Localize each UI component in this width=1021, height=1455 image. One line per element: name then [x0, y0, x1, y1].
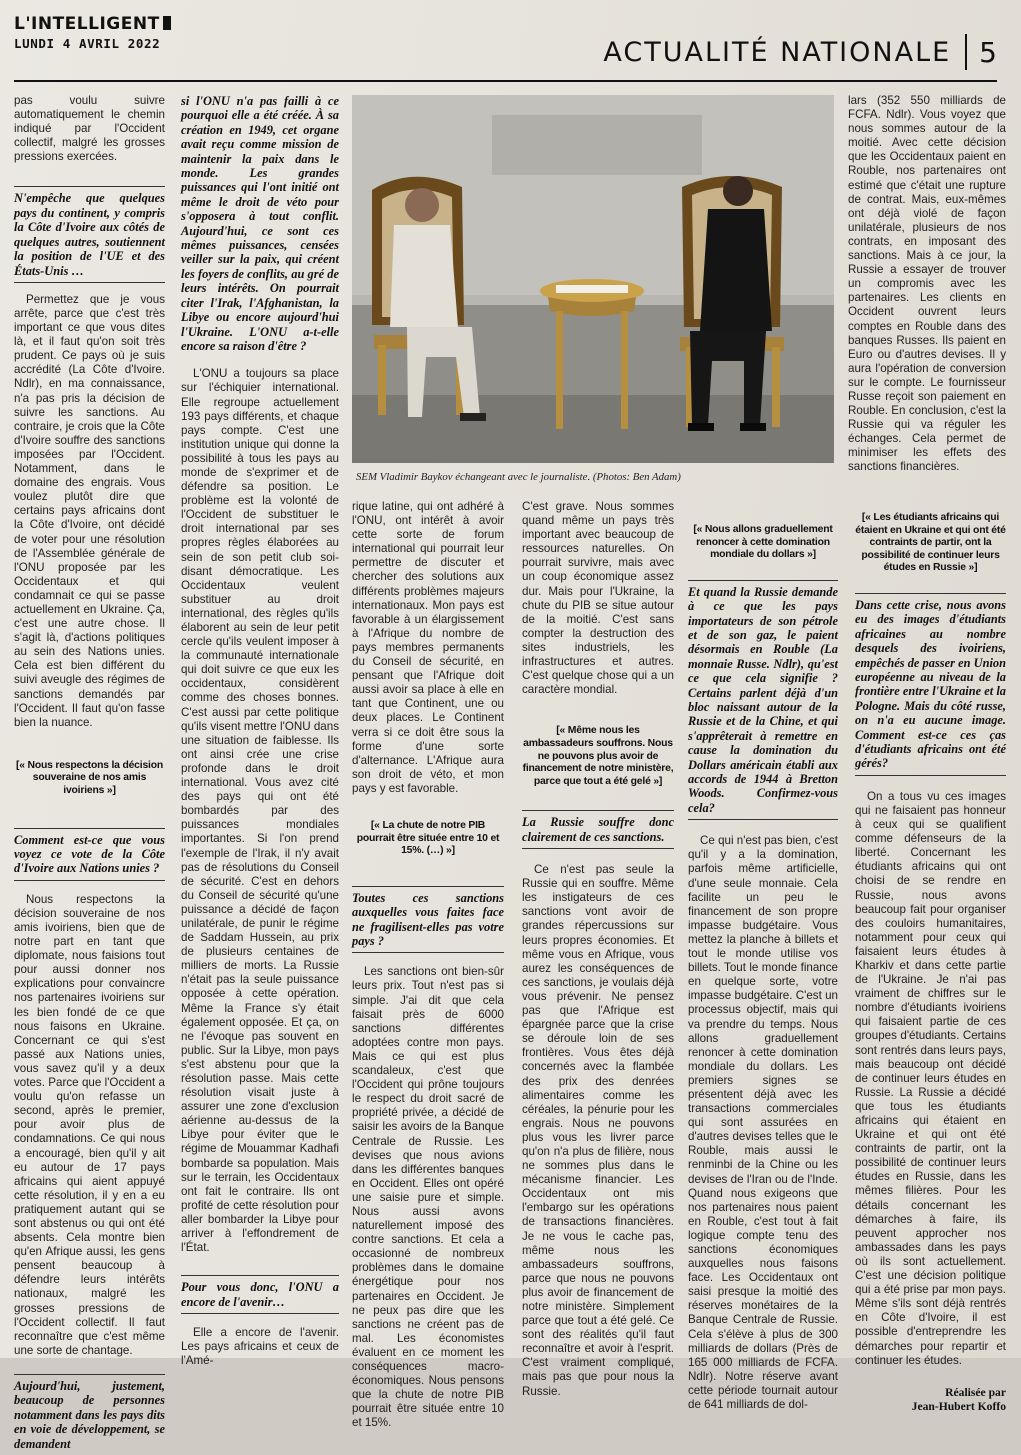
- column-1: [14, 94, 165, 1455]
- byline-label: Réalisée par: [945, 1385, 1006, 1399]
- interview-photo: [352, 95, 834, 463]
- paragraph: Ce n'est pas seule la Russie qui en souffre. Même les instigateurs de ces sanctions vont avoir de grandes répercussions sur leurs propres économies. Et même vous en Afrique, vous aurez les conséquences de ces sanctions, je voulais déjà vous prévenir. Ne pensez pas que l'Afrique est épargnée parce que la crise se déroule loin de ses frontières. Vous êtes déjà concernés avec la flambée des prix des denrées alimentaires comme les céréales, la pénurie pour les engrais. Nous ne pouvons plus vous les livrer parce qu'on n'a plus de filière, nous ne sommes plus dans le mécanisme financier. Les Occidentaux ont mis l'embargo sur les opérations de transactions financières. Je ne vous le cache pas, même nous les ambassadeurs souffrons, parce que nous ne pouvons plus avoir de financement de notre ministère. Simplement parce que tout a été gelé. Ce sont des réalités qu'il faut reconnaître et avoir à l'esprit. C'est vraiment compliqué, mais pas que pour nous la Russie.: [522, 863, 674, 1398]
- paragraph: Nous respectons la décision souveraine de nos amis ivoiriens, bien que de notre part en tant que diplomate, nous faisions tout pour aussi donner nos explications pour convaincre nos partenaires ivoiriens sur les bien fondé de ce que nous faisons en Ukraine. Concernant ce qui s'est passé aux Nations unies, vous savez qu'il y a deux votes. Parce que l'Occident a voulu qu'on refasse un second, après le premier, pour avoir plus de condamnations. Ce qui nous a encouragé, bien qu'il y ait eu autour de 17 pays africains qui aient appuyé cette résolution, il y en a eu pratiquement autant qui se sont abstenus ou qui ont été absents. Cela montre bien qu'en Afrique aussi, les gens pensent beaucoup à défendre leurs intérêts nationaux, malgré les grosses pressions de l'Occident collectif. Il faut reconnaître que c'est même une sorte de chantage.: [14, 892, 165, 1357]
- question-box: [181, 1275, 339, 1314]
- paragraph: L'ONU a toujours sa place sur l'échiquier international. Elle regroupe actuellement 193 pays différents, et chaque pays compte. C'est une institution unique qui donne la possibilité à tous les pays au monde de s'exprimer et de défendre sa position. Le problème est la volonté de l'Occident de substituer le droit international par ses propres règles élaborées au sein de son petit club soi-disant démocratique. Les Occidentaux veulent substituer au droit international, des règles qu'ils élaborent au sein de leur petit cercle qu'ils veulent imposer à la communauté internationale qui doit suivre ce que eux les occidentaux, considèrent comme des choses bonnes. C'est aussi par cette politique qu'ils visent mettre l'ONU dans une situation de faiblesse. Ils ont ainsi crée une crise profonde dans le droit international. Vous avez cité des pays qui ont été bombardés par des puissances mondiales importantes. Si l'on prend l'exemple de l'Irak, il n'y avait pas de résolutions du Conseil de sécurité. C'est en dehors du Conseil de sécurité qu'une puissance a décidé de façon unilatérale, de punir le régime de Saddam Hussein, au prix de plusieurs centaines de milliers de morts. La Russie n'était pas la seule puissance opposée à cette opération. Même la France s'y était également opposée. Et ça, on ne l'évoque pas souvent en public. Sur la Libye, mon pays s'est abstenu pour que la résolution passe. Mais cette résolution visait juste à assurer une zone d'exclusion aérienne au-dessus de la Libye pour éviter que le régime de Mouammar Kadhafi bombarde sa population. Mais sur le terrain, les Occidentaux ont fait le contraire. Ils ont profité de cette résolution pour aller bombarder la Libye pour arriver à l'effondrement de l'État.: [181, 367, 339, 1255]
- column-4: [522, 500, 674, 1399]
- column-3: [352, 500, 504, 1430]
- paragraph: Les sanctions ont bien-sûr leurs prix. Tout n'est pas si simple. J'ai dit que cela faisait près de 6000 sanctions différentes adoptées contre mon pays. Mais ce qui est plus scandaleux, c'est que l'Occident qui prône toujours le respect du droit sacré de propriété privée, a décidé de saisir les avoirs de la Banque Centrale de Russie. Les devises que nous avions dans les différentes banques en Occident. Elles ont opéré une saisie pure et simple. Nous aussi avons naturellement imposé des contre sanctions. Et cela a occasionné de nombreux problèmes dans le domaine énergétique pour nos partenaires en Occident. Je ne peux pas dire que les sanctions ne créent pas de mal. Les économistes évaluent en ce moment les conséquences macro-économiques. Nous pensons que la chute de notre PIB pourrait être située entre 10 et 15%.: [352, 965, 504, 1430]
- interview-question: Pour vous donc, l'ONU a encore de l'avenir…: [181, 1280, 339, 1309]
- question-box: [14, 1374, 165, 1455]
- pull-quote: [« Même nous les ambassadeurs souffrons. Nous ne pouvons plus avoir de financement de notre ministère, parce que tout a été gelé »]: [522, 725, 674, 787]
- question-box: [855, 593, 1006, 776]
- section-title: ACTUALITÉ NATIONALE: [603, 36, 952, 68]
- interview-question: si l'ONU n'a pas failli à ce pourquoi elle a été créée. À sa création en 1949, cet organe avait reçu comme mission de maintenir la paix dans le monde. Les grandes puissances qui l'ont initié ont même le droit de véto pour s'opposera à tout conflit. Aujourd'hui, ce sont ces mêmes puissances, censées veiller sur la paix, qui créent les foyers de conflits, au gré de leurs intérêts. On pourrait citer l'Irak, l'Afghanistan, la Libye ou encore aujourd'hui l'Ukraine. L'ONU a-t-elle encore sa raison d'être ?: [181, 94, 339, 353]
- issue-date: LUNDI 4 AVRIL 2022: [14, 36, 161, 51]
- paragraph: On a tous vu ces images qui ne faisaient pas honneur à ceux qui se qualifient comme défenseurs de la liberté. Concernant les étudiants africains qui ont choisi de se rendre en Russie, nous avons beaucoup fait pour organiser des couloirs humanitaires, notamment pour ceux qui faisaient leurs études à Kharkiv et dans cette partie de l'Ukraine. Je n'ai pas vraiment de chiffres sur le nombre d'étudiants ivoiriens qui faisaient partie de ces groupes d'étudiants. Certains sont rentrés dans leurs pays, mais beaucoup ont décidé de continuer leurs études en Russie. La Russie a décidé que tous les étudiants africains qui étaient en Ukraine et qui ont été contraints de partir, ont la possibilité de continuer leurs études en Russie, dans les mêmes filières. Pour les détails concernant les démarches à faire, ils peuvent approcher nos ambassades dans les pays où ils sont actuellement. C'est une décision politique qui a été prise par mon pays. Même s'ils sont déjà rentrés en Côte d'Ivoire, il est possible d'entreprendre les démarches pour repartir et continuer les études.: [855, 789, 1006, 1367]
- interview-photo-illustration: [352, 95, 834, 463]
- section-header: [603, 34, 997, 70]
- interview-question: Et quand la Russie demande à ce que les pays importateurs de son pétrole et de son gaz, le paient désormais en Rouble (La monnaie Russe. Ndlr), qu'est ce que cela signifie ? Certains parlent déjà d'un bloc naissant autour de la Russie et de la Chine, et qui s'apprêterait à remettre en cause la domination du Dollars américain établi aux accords de 1944 à Bretton Woods. Confirmez-vous cela?: [688, 584, 838, 815]
- interview-question: La Russie souffre donc clairement de ces sanctions.: [522, 815, 674, 844]
- interview-question: Aujourd'hui, justement, beaucoup de personnes notamment dans les pays dits en voie de développement, se demandent: [14, 1378, 165, 1451]
- pull-quote: [« Nous allons graduellement renoncer à cette domination mondiale du dollars »]: [693, 524, 833, 561]
- column-5-top: [848, 94, 1006, 475]
- header-separator: [965, 34, 967, 70]
- newspaper-logo: L'INTELLIGENT: [14, 14, 171, 34]
- byline: [855, 1386, 1006, 1414]
- interview-question: Dans cette crise, nous avons eu des images d'étudiants africaines au nombre desquels des ivoiriens, empêchés de passer en Union européenne au niveau de la frontière entre l'Ukraine et la Pologne. Mais du côté russe, on n'a eu aucune image. Comment est-ce ces ças d'étudiants africains ont été gérés?: [855, 597, 1006, 771]
- paragraph: Elle a encore de l'avenir. Les pays africains et ceux de l'Amé-: [181, 1326, 339, 1368]
- column-5: [688, 524, 838, 1412]
- pull-quote: [« Les étudiants africains qui étaient en Ukraine et qui ont été contraints de partir, ont la possibilité de continuer leurs études en Russie »]: [855, 512, 1006, 574]
- paragraph: lars (352 550 milliards de FCFA. Ndlr). Vous voyez que nous sommes autour de la moitié. Avec cette décision que les Occidentaux paient en Rouble, nos partenaires ont estimé que c'était une rupture de contrat. Mais, eux-mêmes ont déjà violé de façon unilatérale, plusieurs de nos contrats, en imposant des sanctions. Mais à ce jour, la Russie a essayer de trouver un compromis avec les partenaires. Les clients en Occident ouvrent leurs comptes en Rouble dans des banques Russes. Ils paient en Euro ou d'autres devises. Il y aura l'opération de conversion sur le compte. Le fournisseur Russe reçoit son paiement en Rouble. En conclusion, c'est la Russie qui va réguler les échanges. Cela permet de minimiser les effets des sanctions financières.: [848, 94, 1006, 474]
- question-box: [688, 580, 838, 821]
- question-box: [14, 186, 165, 282]
- question-box: [352, 886, 504, 954]
- column-2: [181, 94, 339, 1368]
- logo-mark-icon: [163, 16, 171, 30]
- byline-author: Jean-Hubert Koffo: [911, 1399, 1006, 1413]
- interview-question: Comment est-ce que vous voyez ce vote de la Côte d'Ivoire aux Nations unies ?: [14, 832, 165, 876]
- interview-question: N'empêche que quelques pays du continent, y compris la Côte d'Ivoire aux côtés de quelques autres, soutiennent la position de l'UE et des États-Unis …: [14, 191, 165, 278]
- page-number: 5: [979, 35, 997, 69]
- header-rule: [14, 80, 997, 82]
- paragraph: C'est grave. Nous sommes quand même un pays très important avec beaucoup de ressources naturelles. On pourrait survivre, mais avec un coup économique assez dur. Mais pour l'Ukraine, la chute du PIB se situe autour de la moitié. C'est sans compter la destruction des sites industriels, les infrastructures et autres. C'est quelque chose qui a un caractère mondial.: [522, 500, 674, 697]
- photo-caption: SEM Vladimir Baykov échangeant avec le journaliste. (Photos: Ben Adam): [356, 471, 681, 483]
- column-6: [855, 512, 1006, 1414]
- paragraph: Permettez que je vous arrête, parce que c'est très important ce que vous dites là, et il faut qu'on soit très prudent. Ce pays où je suis accrédité (La Côte d'Ivoire. Ndlr), en ma connaissance, n'a pas pris la décision de suivre les sanctions. Au contraire, je crois que la Côte d'Ivoire souffre des sanctions imposées par l'Occident. Notamment, dans le domaine des engrais. Vous voulez plutôt dire que certains pays africains dont la Côte d'Ivoire, ont décidé de voter pour une résolution de l'Assemblée générale de l'ONU proposée par les Occidentaux et qui condamnait ce qui se passe actuellement en Ukraine. Ça, c'est une autre chose. Il s'agit là, d'actions politiques au sein des Nations unies. Cela est bien différent du suivi aveugle des régimes de sanctions demandés par l'Occident. Il faut qu'on fasse bien la nuance.: [14, 292, 165, 729]
- paragraph: pas voulu suivre automatiquement le chemin indiqué par l'Occident collectif, malgré les grosses pressions exercées.: [14, 94, 165, 164]
- paragraph: Ce qui n'est pas bien, c'est qu'il y a la domination, parfois même artificielle, d'une seule monnaie. Cela facilite un peu le financement de son propre impasse budgétaire. Vous mettez la planche à billets et tout le monde utilise vos billets. Tout le monde finance en quelque sorte, votre impasse budgétaire. C'est un processus objectif, mais qui va prendre du temps. Nous allons graduellement renoncer à cette domination mondiale du dollars. Les premiers signes se présentent déjà avec les transactions commerciales qui sont assurées en d'autres devises telles que le Rouble, mais aussi le renminbi de la Chine ou les devises de l'Iran ou de l'Inde. Quand nous exigeons que nos partenaires nous paient en Rouble, c'est tout à fait logique compte tenu des sanctions économiques auxquelles nous faisons face. Les Occidentaux ont saisi presque la moitié des réserves monétaires de la Banque Centrale de Russie. Cela s'élève à plus de 300 milliards de dollars (Près de 165 000 milliards de FCFA. Ndlr). Notre réserve avant cette période tournait autour de 641 milliards de dol-: [688, 834, 838, 1412]
- masthead: [14, 14, 171, 51]
- interview-question: Toutes ces sanctions auxquelles vous faites face ne fragilisent-elles pas votre pays ?: [352, 890, 504, 948]
- question-box: [14, 828, 165, 881]
- paragraph: rique latine, qui ont adhéré à l'ONU, ont intérêt à avoir cette sorte de forum international qui pourrait leur permettre de discuter et chercher des solutions aux différents problèmes majeurs internationaux. Mon pays est favorable à un élargissement à l'Afrique du nombre de pays membres permanents du Conseil de sécurité, en pensant que l'Afrique doit aussi avoir sa place à elle en tant que Continent, une ou deux places. Le Continent verra si ce doit être sous la forme d'une sorte d'alternance. L'Afrique aura son droit de véto, et mon pays y est favorable.: [352, 500, 504, 795]
- pull-quote: [« Nous respectons la décision souveraine de nos amis ivoiriens »]: [15, 759, 164, 796]
- question-box: [522, 810, 674, 849]
- pull-quote: [« La chute de notre PIB pourrait être située entre 10 et 15%. (…) »]: [356, 819, 500, 857]
